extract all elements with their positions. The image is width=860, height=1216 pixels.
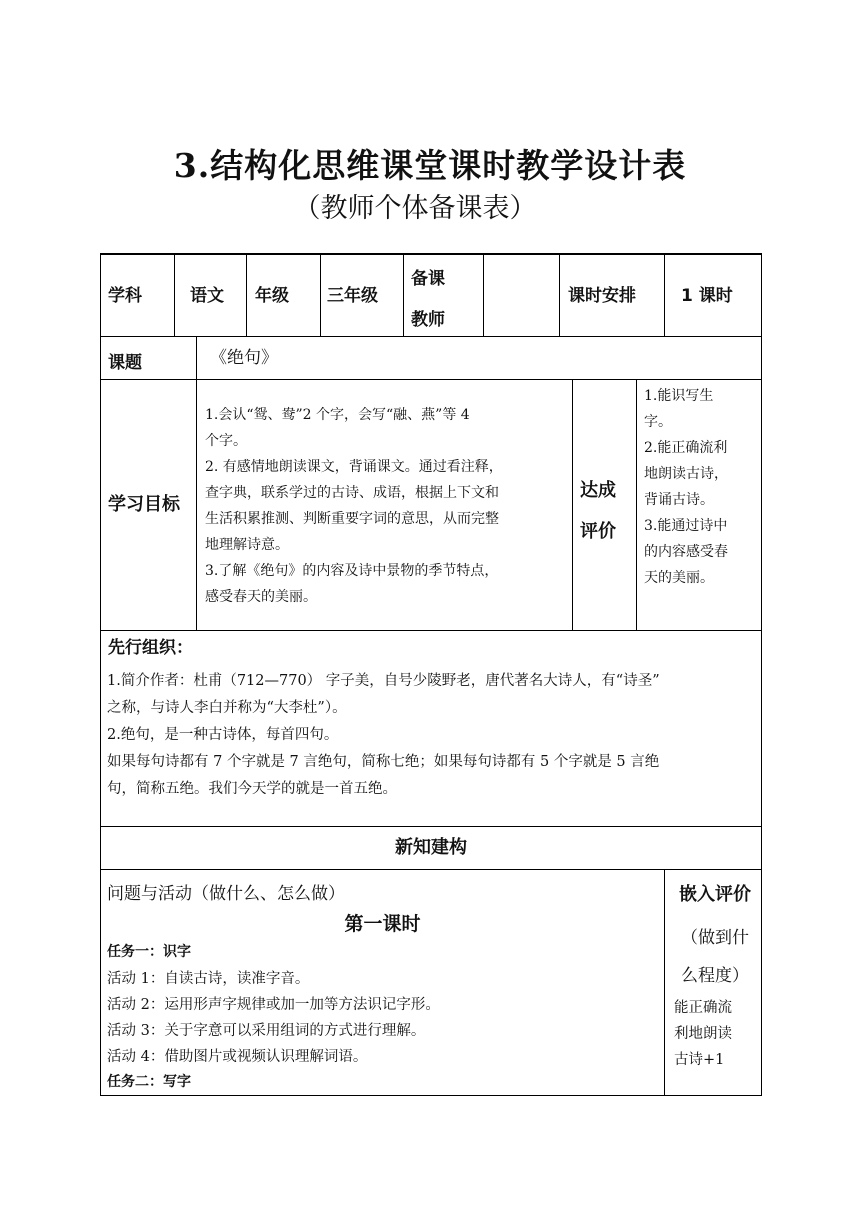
goal-line: 地理解诗意。 <box>205 537 289 553</box>
eval-line: 1.能识写生 <box>644 388 714 404</box>
document-title: 3.结构化思维课堂课时教学设计表 <box>173 146 687 185</box>
eval-line: 背诵古诗。 <box>644 492 714 508</box>
embed-eval-sub-line1: （做到什 <box>681 928 749 948</box>
eval-line: 的内容感受春 <box>644 544 728 560</box>
preorg-line: 句，简称五绝。我们今天学的就是一首五绝。 <box>107 781 397 797</box>
document-subtitle: （教师个体备课表） <box>293 193 537 224</box>
subject-label: 学科 <box>108 285 142 306</box>
preorg-line: 如果每句诗都有 7 个字就是 7 言绝句，简称七绝；如果每句诗都有 5 个字就是 5 言绝 <box>107 754 660 770</box>
construct-heading: 新知建构 <box>395 837 467 858</box>
preorg-line: 之称，与诗人李白并称为“大李杜”）。 <box>107 700 347 716</box>
goals-text <box>205 402 569 610</box>
teacher-label-line1: 备课 <box>411 269 445 289</box>
activity-item: 活动 3：关于字意可以采用组词的方式进行理解。 <box>107 1023 426 1039</box>
goal-line: 个字。 <box>205 433 247 449</box>
embed-eval-text <box>674 995 760 1073</box>
goal-line: 3.了解《绝句》的内容及诗中景物的季节特点， <box>205 563 499 579</box>
embed-eval-sub-line2: 么程度） <box>681 966 749 986</box>
goal-line: 生活积累推测、判断重要字词的意思，从而完整 <box>205 511 499 527</box>
teacher-value <box>490 255 556 336</box>
goals-label: 学习目标 <box>108 494 180 515</box>
grade-label: 年级 <box>255 285 289 306</box>
topic-label: 课题 <box>108 353 142 373</box>
task-two: 任务二：写字 <box>107 1074 191 1090</box>
teacher-label-line2: 教师 <box>411 310 445 330</box>
grade-value: 三年级 <box>327 285 378 306</box>
embed-eval-line: 古诗+1 <box>674 1052 725 1068</box>
eval-label-line2: 评价 <box>580 521 616 542</box>
goal-line: 查字典，联系学过的古诗、成语，根据上下文和 <box>205 485 499 501</box>
subject-value: 语文 <box>190 285 224 306</box>
goal-line: 1.会认“鸳、鸯”2 个字，会写“融、燕”等 4 <box>205 407 470 423</box>
activity-item: 活动 2：运用形声字规律或加一加等方法识记字形。 <box>107 997 440 1013</box>
activity-item: 活动 1：自读古诗，读准字音。 <box>107 971 310 987</box>
task-one: 任务一：识字 <box>107 944 191 960</box>
eval-line: 天的美丽。 <box>644 570 714 586</box>
schedule-label: 课时安排 <box>568 285 636 306</box>
embed-eval-line: 能正确流 <box>674 1000 732 1016</box>
activity-item: 活动 4：借助图片或视频认识理解词语。 <box>107 1049 368 1065</box>
eval-line: 3.能通过诗中 <box>644 518 728 534</box>
goal-line: 2. 有感情地朗读课文，背诵课文。通过看注释， <box>205 459 503 475</box>
eval-label-line1: 达成 <box>580 480 616 501</box>
eval-line: 2.能正确流利 <box>644 440 728 456</box>
activity-list <box>107 966 657 1070</box>
eval-text <box>644 383 758 591</box>
schedule-value: 1 课时 <box>681 285 733 306</box>
embed-eval-line: 利地朗读 <box>674 1026 732 1042</box>
goal-line: 感受春天的美丽。 <box>205 589 317 605</box>
preorg-line: 1.简介作者：杜甫（712—770） 字子美，自号少陵野老，唐代著名大诗人，有“诗圣” <box>107 673 660 689</box>
preorg-line: 2.绝句，是一种古诗体，每首四句。 <box>107 727 339 743</box>
embed-eval-label: 嵌入评价 <box>679 884 751 905</box>
activity-header: 问题与活动（做什么、怎么做） <box>107 884 345 904</box>
topic-value: 《绝句》 <box>210 348 278 368</box>
eval-line: 字。 <box>644 414 672 430</box>
eval-line: 地朗读古诗， <box>644 466 728 482</box>
preorg-heading: 先行组织： <box>108 638 193 658</box>
lesson-title: 第一课时 <box>344 913 421 935</box>
preorg-text <box>107 668 757 803</box>
